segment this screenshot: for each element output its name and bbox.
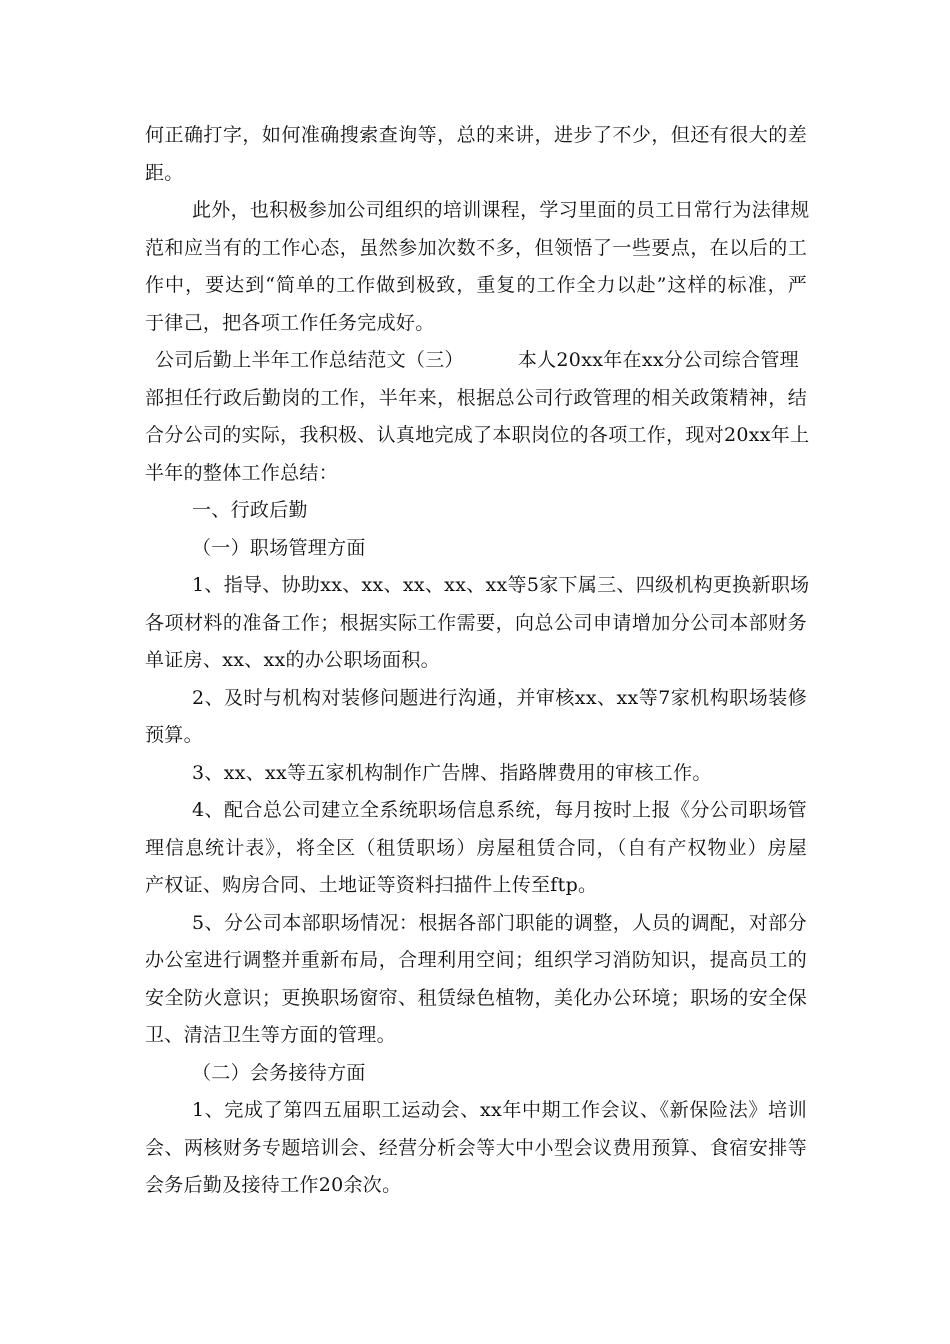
- paragraph-line: 理信息统计表》，将全区（租赁职场）房屋租赁合同，（自有产权物业）房屋: [145, 836, 807, 859]
- paragraph-line: 距。: [145, 161, 184, 184]
- paragraph-line: 5、分公司本部职场情况：根据各部门职能的调整，人员的调配，对部分: [192, 911, 807, 934]
- paragraph-line-start: 本人20xx年在xx分公司综合管理: [517, 349, 799, 371]
- paragraph-line: 3、xx、xx等五家机构制作广告牌、指路牌费用的审核工作。: [192, 761, 712, 784]
- paragraph-line: 各项材料的准备工作；根据实际工作需要，向总公司申请增加分公司本部财务: [145, 611, 807, 634]
- heading-level-2: （二）会务接待方面: [192, 1061, 366, 1084]
- paragraph-line: 安全防火意识；更换职场窗帘、租赁绿色植物，美化办公环境；职场的安全保: [145, 986, 807, 1009]
- paragraph-line: 4、配合总公司建立全系统职场信息系统，每月按时上报《分公司职场管: [192, 799, 807, 821]
- paragraph-line: 半年的整体工作总结：: [145, 461, 339, 484]
- paragraph-line: 卫、清洁卫生等方面的管理。: [145, 1024, 396, 1046]
- paragraph-line: 产权证、购房合同、土地证等资料扫描件上传至ftp。: [145, 874, 598, 896]
- paragraph-line: 预算。: [145, 724, 203, 746]
- paragraph-line: 部担任行政后勤岗的工作，半年来，根据总公司行政管理的相关政策精神，结: [145, 386, 807, 409]
- paragraph-line: 于律己，把各项工作任务完成好。: [145, 311, 435, 334]
- paragraph-line: 2、及时与机构对装修问题进行沟通，并审核xx、xx等7家机构职场装修: [192, 686, 807, 709]
- paragraph-line: 办公室进行调整并重新布局，合理利用空间；组织学习消防知识，提高员工的: [145, 949, 807, 971]
- paragraph-line: 1、指导、协助xx、xx、xx、xx、xx等5家下属三、四级机构更换新职场: [192, 574, 810, 596]
- paragraph-line: 范和应当有的工作心态，虽然参加次数不多，但领悟了一些要点，在以后的工: [145, 236, 807, 259]
- paragraph-line: 何正确打字，如何准确搜索查询等，总的来讲，进步了不少，但还有很大的差: [145, 124, 807, 146]
- section-title: 公司后勤上半年工作总结范文（三）: [155, 349, 464, 371]
- heading-level-1: 一、行政后勤: [192, 499, 308, 521]
- paragraph-line: 1、完成了第四五届职工运动会、xx年中期工作会议、《新保险法》培训: [192, 1099, 807, 1121]
- paragraph-line: 作中，要达到“简单的工作做到极致，重复的工作全力以赴”这样的标准，严: [145, 274, 807, 296]
- paragraph-line: 单证房、xx、xx的办公职场面积。: [145, 649, 440, 671]
- paragraph-line: 会务后勤及接待工作20余次。: [145, 1174, 402, 1196]
- heading-level-2: （一）职场管理方面: [192, 536, 366, 559]
- paragraph-line: 会、两核财务专题培训会、经营分析会等大中小型会议费用预算、食宿安排等: [145, 1136, 807, 1159]
- paragraph-line: 此外，也积极参加公司组织的培训课程，学习里面的员工日常行为法律规: [192, 199, 810, 221]
- document-body: [145, 117, 810, 1205]
- paragraph-line: 合分公司的实际，我积极、认真地完成了本职岗位的各项工作，现对20xx年上: [145, 424, 810, 446]
- section-title-line: [145, 342, 807, 380]
